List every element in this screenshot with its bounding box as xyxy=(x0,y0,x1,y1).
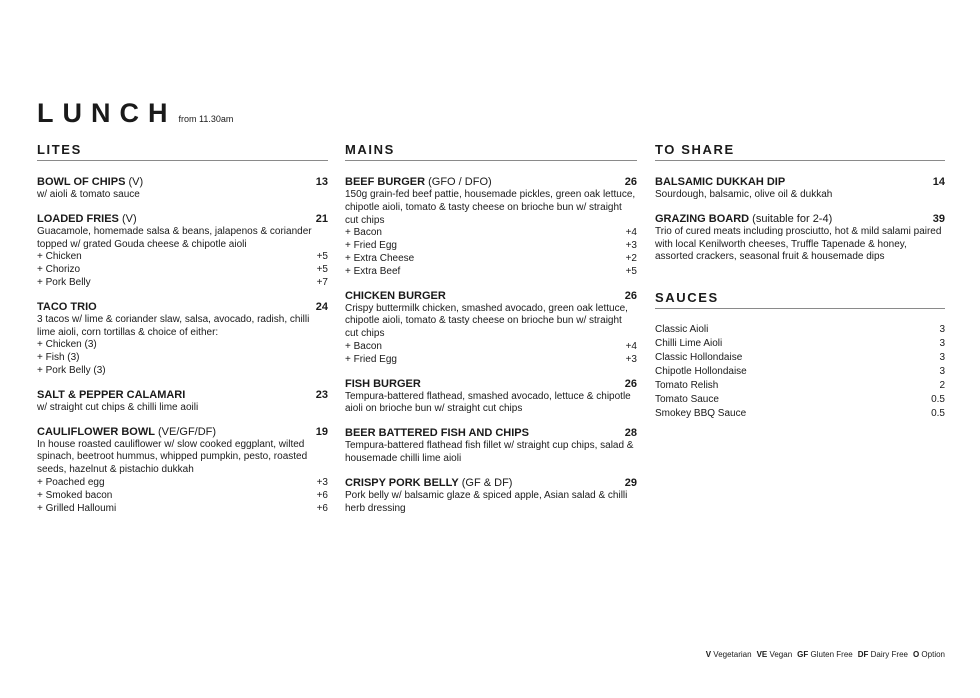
menu-item xyxy=(37,175,328,202)
menu-item-name: FISH BURGER xyxy=(345,377,421,390)
sauce-name: Tomato Sauce xyxy=(655,394,719,406)
menu-item-header xyxy=(345,175,637,189)
menu-item-description: 3 tacos w/ lime & coriander slaw, salsa, avocado, radish, chilli lime aioli, corn tortillas & choice of either: xyxy=(37,313,310,338)
legend-code: VE xyxy=(756,650,768,659)
legend-label: Gluten Free xyxy=(808,650,853,659)
addon-row xyxy=(37,503,328,516)
menu-item xyxy=(37,300,328,378)
menu-item-tag: (GFO / DFO) xyxy=(425,176,492,188)
addon-label: + Extra Beef xyxy=(345,265,401,277)
addon-row xyxy=(345,266,637,279)
addon-price: +4 xyxy=(625,227,637,239)
addon-row xyxy=(345,341,637,354)
menu-item-name: CRISPY PORK BELLY xyxy=(345,476,459,489)
menu-item-title xyxy=(655,212,832,226)
addon-label: + Pork Belly xyxy=(37,276,91,288)
addon-label: + Bacon xyxy=(345,340,382,352)
menu-item-description: Tempura-battered flathead, smashed avocado, lettuce & chipotle aioli on brioche bun w/ straight cut chips xyxy=(345,390,631,415)
addon-label: + Grilled Halloumi xyxy=(37,502,117,514)
menu-item-header xyxy=(37,300,328,314)
addon-price: +6 xyxy=(316,489,328,501)
menu-item-price: 39 xyxy=(932,212,945,225)
menu-item xyxy=(345,289,637,367)
menu-item-tag: (GF & DF) xyxy=(458,476,513,489)
addon-label: + Poached egg xyxy=(37,476,105,488)
legend-item xyxy=(757,650,793,659)
menu-item-price: 13 xyxy=(315,176,328,188)
legend-label: Vegan xyxy=(767,650,793,659)
addon-row xyxy=(345,227,637,240)
menu-item-name: BEER BATTERED FISH AND CHIPS xyxy=(345,427,529,440)
menu-item-price: 29 xyxy=(624,476,637,489)
addon-row xyxy=(345,253,637,266)
sauce-row xyxy=(655,393,945,407)
addon-row xyxy=(37,490,328,503)
legend-code: DF xyxy=(857,650,869,659)
menu-item-description: w/ straight cut chips & chilli lime aoili xyxy=(37,401,199,413)
share-list xyxy=(655,175,945,264)
sauce-price: 2 xyxy=(939,380,945,392)
addon-row xyxy=(345,240,637,253)
addon-label: + Chicken (3) xyxy=(37,339,97,351)
lites-list xyxy=(37,175,328,515)
legend-label: Option xyxy=(919,650,945,659)
sauce-row xyxy=(655,351,945,365)
menu-item-name: TACO TRIO xyxy=(37,300,97,313)
sauce-price: 3 xyxy=(939,352,945,364)
menu-item xyxy=(37,425,328,516)
sauce-row xyxy=(655,323,945,337)
sauce-name: Classic Hollondaise xyxy=(655,352,743,364)
menu-item-name: CAULIFLOWER BOWL xyxy=(37,425,155,438)
sauce-name: Classic Aioli xyxy=(655,324,709,336)
menu-item-header xyxy=(345,289,637,303)
addon-price: +6 xyxy=(316,502,328,514)
mains-list xyxy=(345,175,637,515)
sauce-price: 3 xyxy=(939,366,945,378)
addon-price: +5 xyxy=(625,265,637,277)
menu-item xyxy=(345,377,637,417)
menu-item-description: w/ aioli & tomato sauce xyxy=(37,189,140,200)
addon-label: + Fish (3) xyxy=(37,352,80,364)
menu-item-title xyxy=(655,175,785,189)
menu-item-header xyxy=(345,377,637,391)
menu-item-description: Sourdough, balsamic, olive oil & dukkah xyxy=(655,189,833,200)
legend-code: O xyxy=(912,650,920,659)
sauce-row xyxy=(655,365,945,379)
menu-item-description: Tempura-battered flathead fish fillet w/ straight cup chips, salad & housemade chilli lime aioli xyxy=(345,440,634,464)
menu-item-name: CHICKEN BURGER xyxy=(345,289,446,302)
menu-item-title xyxy=(37,425,216,439)
sauce-name: Chilli Lime Aioli xyxy=(655,338,723,350)
addon-row xyxy=(345,354,637,367)
menu-item-price: 23 xyxy=(315,388,328,401)
menu-item-header xyxy=(37,388,328,402)
sauce-row xyxy=(655,337,945,351)
addon-row xyxy=(37,277,328,290)
menu-item-title xyxy=(345,426,529,440)
sauce-price: 3 xyxy=(939,338,945,350)
addon-label: + Bacon xyxy=(345,227,382,239)
sauce-price: 0.5 xyxy=(931,394,945,406)
legend-item xyxy=(706,650,752,659)
menu-item-header xyxy=(655,175,945,189)
addon-price: +3 xyxy=(316,476,328,488)
addon-label: + Fried Egg xyxy=(345,353,397,365)
menu-item-header xyxy=(37,175,328,189)
menu-item-description: 150g grain-fed beef pattie, housemade pickles, green oak lettuce, chipotle aioli, tomato & tasty cheese on brioche bun w/ straight cut chips xyxy=(345,189,636,226)
menu-item-description: Pork belly w/ balsamic glaze & spiced apple, Asian salad & chilli herb dressing xyxy=(345,489,628,514)
sauce-row xyxy=(655,379,945,393)
menu-item-title xyxy=(345,476,512,490)
menu-item-description: Guacamole, homemade salsa & beans, jalapenos & coriander topped w/ grated Gouda cheese & chipotle aioli xyxy=(37,225,312,250)
mains-column xyxy=(345,142,637,525)
menu-item-tag: (suitable for 2-4) xyxy=(749,212,833,225)
menu-item-price: 26 xyxy=(624,176,637,188)
menu-item-title xyxy=(37,212,137,226)
addon-label: + Chicken xyxy=(37,251,82,263)
menu-item-tag: (V) xyxy=(125,176,144,188)
menu-item-price: 26 xyxy=(624,289,637,302)
legend-item xyxy=(858,650,908,659)
menu-item xyxy=(655,212,945,264)
menu-item-title xyxy=(345,289,446,303)
lites-column xyxy=(37,142,328,525)
menu-item-tag: (V) xyxy=(118,212,137,225)
addon-price: +3 xyxy=(625,353,637,365)
addon-price: +7 xyxy=(316,276,328,288)
sauce-name: Chipotle Hollondaise xyxy=(655,366,747,378)
legend-item xyxy=(913,650,945,659)
addon-row xyxy=(37,477,328,490)
addon-label: + Extra Cheese xyxy=(345,252,415,264)
section-heading-share: TO SHARE xyxy=(655,142,945,161)
addon-label: + Smoked bacon xyxy=(37,489,113,501)
menu-item-description: Crispy buttermilk chicken, smashed avocado, green oak lettuce, chipotle aioli, tomato & tasty cheese on brioche bun w/ straight cut chips xyxy=(345,302,628,340)
addon-row xyxy=(37,339,328,352)
section-heading-sauces: SAUCES xyxy=(655,290,945,309)
addon-row xyxy=(37,264,328,277)
dietary-legend xyxy=(706,650,945,659)
menu-item-title xyxy=(37,175,143,189)
sauce-list xyxy=(655,323,945,421)
menu-item-price: 26 xyxy=(624,377,637,390)
menu-item-price: 14 xyxy=(932,176,945,188)
menu-item-header xyxy=(345,426,637,440)
menu-item-price: 19 xyxy=(315,425,328,438)
addon-row xyxy=(37,352,328,365)
menu-item-price: 28 xyxy=(624,427,637,440)
legend-label: Vegetarian xyxy=(711,650,752,659)
menu-item xyxy=(37,212,328,290)
menu-item xyxy=(655,175,945,202)
sauce-row xyxy=(655,407,945,421)
menu-item xyxy=(345,175,637,279)
addon-price: +3 xyxy=(625,240,637,252)
page-title: LUNCH xyxy=(37,98,177,128)
menu-item-title xyxy=(37,388,185,402)
sauce-price: 0.5 xyxy=(931,408,945,420)
menu-item-name: BOWL OF CHIPS xyxy=(37,176,126,188)
menu-item-header xyxy=(345,476,637,490)
menu-item-title xyxy=(345,175,492,189)
addon-label: + Pork Belly (3) xyxy=(37,364,106,376)
menu-item-name: LOADED FRIES xyxy=(37,212,119,225)
menu-item-tag: (VE/GF/DF) xyxy=(154,425,217,438)
legend-item xyxy=(797,650,853,659)
addon-label: + Fried Egg xyxy=(345,240,397,252)
addon-price: +4 xyxy=(625,340,637,352)
addon-row xyxy=(37,365,328,378)
menu-item xyxy=(37,388,328,415)
legend-code: GF xyxy=(797,650,809,659)
menu-item-price: 24 xyxy=(315,300,328,313)
menu-item-description: Trio of cured meats including prosciutto, hot & mild salami paired with local Kenilworth cheeses, Truffle Tapenade & honey, assorted crackers, seasonal fruit & housemade dips xyxy=(655,225,942,263)
page-subtitle: from 11.30am xyxy=(178,114,234,124)
addon-price: +5 xyxy=(316,264,328,276)
legend-code: V xyxy=(705,650,712,659)
menu-item-header xyxy=(37,212,328,226)
menu-item-description: In house roasted cauliflower w/ slow cooked eggplant, wilted spinach, beetroot hummus, whipped pumpkin, pesto, roasted seeds, hazelnut & pistachio dukkah xyxy=(37,438,308,476)
menu-item-title xyxy=(37,300,97,314)
sauce-price: 3 xyxy=(939,324,945,336)
addon-label: + Chorizo xyxy=(37,264,81,276)
sauce-name: Smokey BBQ Sauce xyxy=(655,408,747,420)
menu-header xyxy=(37,98,233,129)
menu-item-header xyxy=(37,425,328,439)
menu-item-title xyxy=(345,377,421,391)
menu-item xyxy=(345,426,637,466)
addon-price: +5 xyxy=(316,251,328,263)
menu-item xyxy=(345,476,637,516)
menu-item-name: GRAZING BOARD xyxy=(655,212,750,225)
menu-item-price: 21 xyxy=(315,212,328,225)
share-column xyxy=(655,142,945,421)
menu-item-header xyxy=(655,212,945,226)
legend-label: Dairy Free xyxy=(868,650,908,659)
addon-row xyxy=(37,251,328,264)
sauce-name: Tomato Relish xyxy=(655,380,719,392)
section-heading-lites: LITES xyxy=(37,142,328,161)
menu-item-name: BALSAMIC DUKKAH DIP xyxy=(655,176,786,188)
addon-price: +2 xyxy=(625,252,637,264)
menu-item-name: BEEF BURGER xyxy=(345,176,426,188)
menu-item-name: SALT & PEPPER CALAMARI xyxy=(37,388,186,401)
section-heading-mains: MAINS xyxy=(345,142,637,161)
